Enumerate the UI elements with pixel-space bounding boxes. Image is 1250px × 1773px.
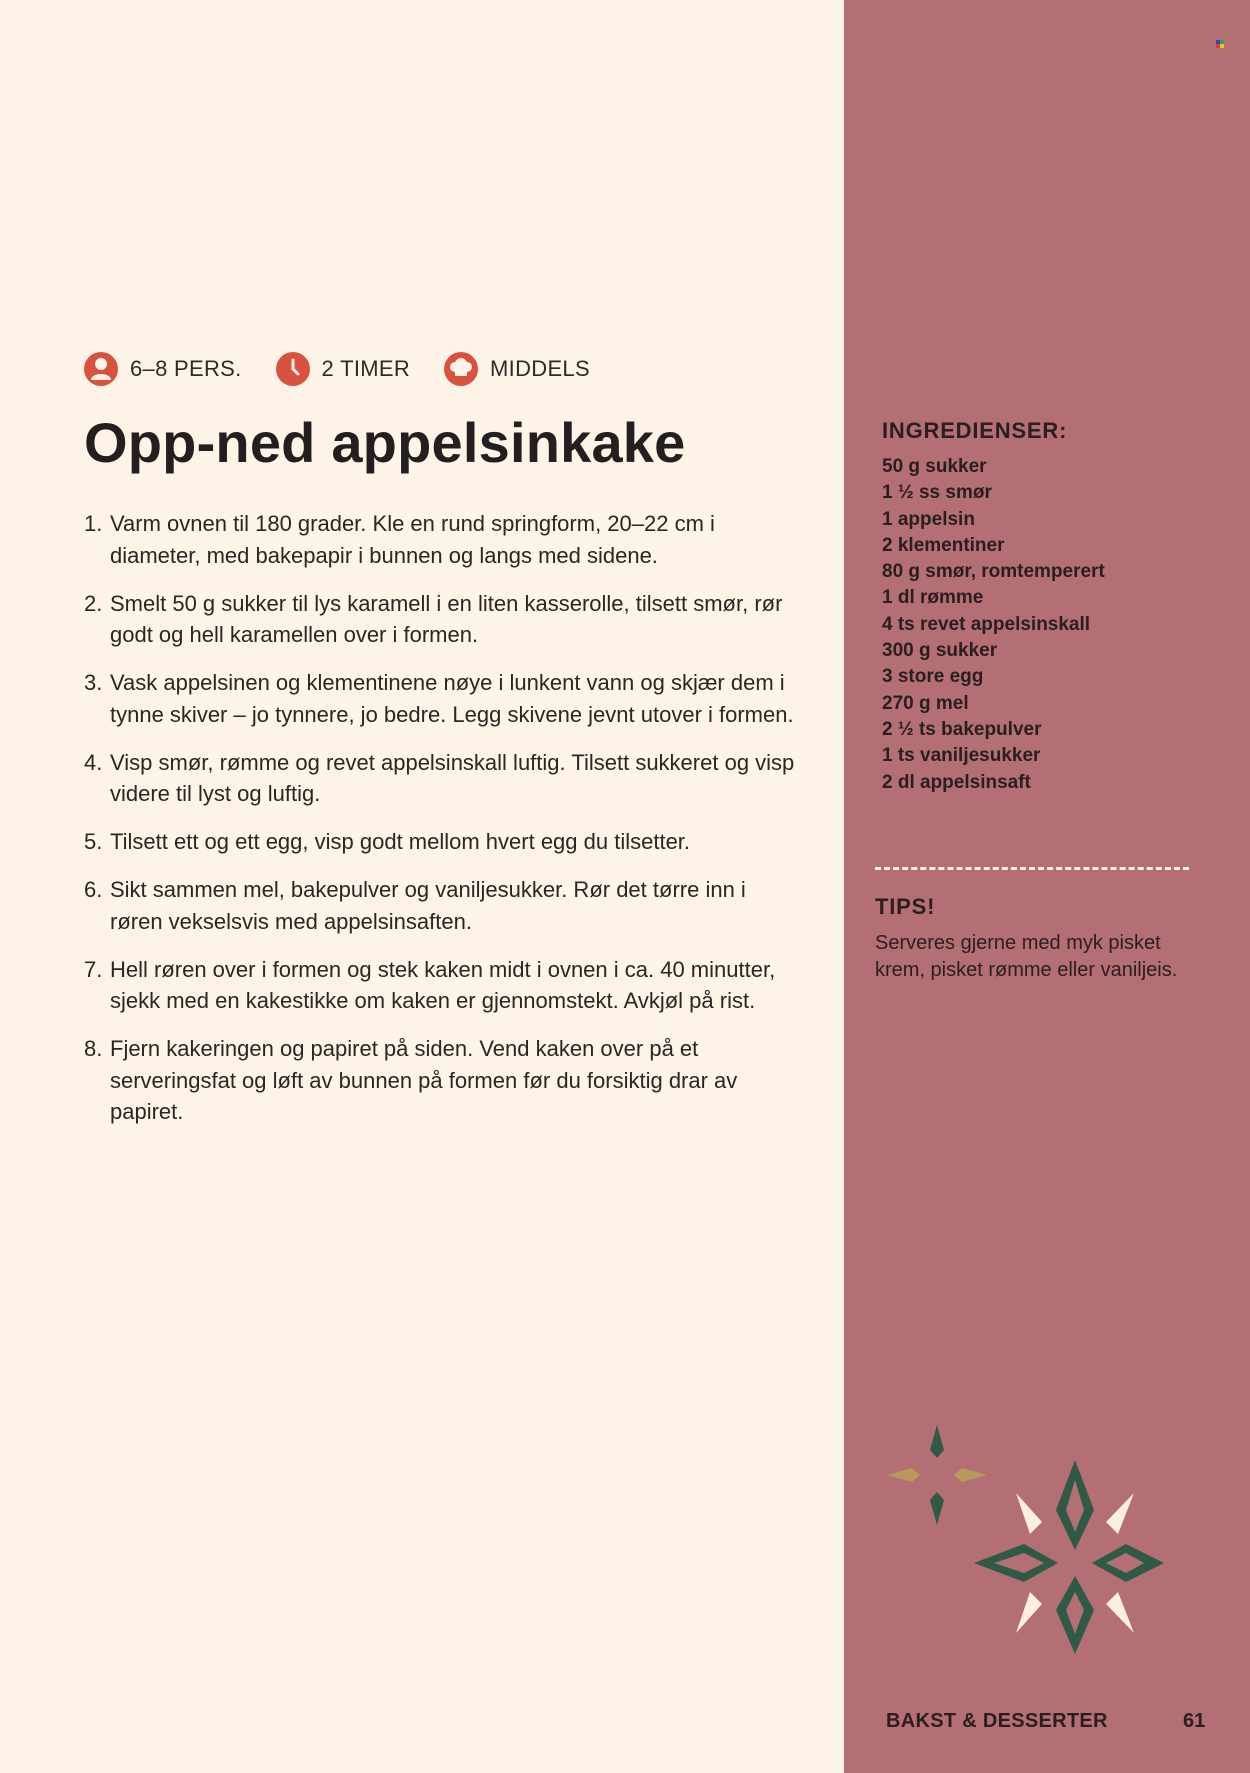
large-star-icon bbox=[974, 1460, 1164, 1654]
step-number: 1. bbox=[84, 511, 103, 536]
step-text: Smelt 50 g sukker til lys karamell i en liten kasserolle, tilsett smør, rør godt og hell karamellen over i formen. bbox=[110, 590, 783, 647]
small-star-icon bbox=[887, 1425, 987, 1525]
dashed-divider bbox=[875, 867, 1189, 870]
ingredient-item: 1 appelsin bbox=[882, 508, 975, 530]
ingredient-item: 4 ts revet appelsinskall bbox=[882, 613, 1091, 635]
star-decoration bbox=[844, 1410, 1250, 1675]
section-name: BAKST & DESSERTER bbox=[886, 1710, 1108, 1732]
servings-label: 6–8 PERS. bbox=[130, 356, 242, 381]
ingredient-item: 1 ts vaniljesukker bbox=[882, 745, 1041, 767]
recipe-title: Opp-ned appelsinkake bbox=[84, 411, 686, 474]
step-number: 8. bbox=[84, 1036, 103, 1061]
instruction-steps bbox=[84, 508, 804, 1144]
ingredient-item: 1 dl rømme bbox=[882, 587, 984, 609]
ingredients-heading: INGREDIENSER: bbox=[882, 418, 1068, 443]
step-text: Vask appelsinen og klementinene nøye i lunkent vann og skjær dem i tynne skiver – jo tynnere, jo bedre. Legg skivene jevnt utover i formen. bbox=[110, 670, 794, 727]
step-text: Fjern kakeringen og papiret på siden. Vend kaken over på et serveringsfat og løft av bunnen på formen før du forsiktig drar av papiret. bbox=[110, 1036, 738, 1124]
print-registration-mark bbox=[1216, 35, 1224, 43]
clock-icon bbox=[276, 352, 310, 386]
step-text: Varm ovnen til 180 grader. Kle en rund springform, 20–22 cm i diameter, med bakepapir i bunnen og langs med sidene. bbox=[110, 511, 715, 568]
servings bbox=[84, 352, 242, 386]
recipe-meta bbox=[84, 352, 624, 386]
instruction-step bbox=[84, 588, 804, 651]
step-text: Tilsett ett og ett egg, visp godt mellom hvert egg du tilsetter. bbox=[110, 829, 691, 854]
ingredient-item: 80 g smør, romtemperert bbox=[882, 561, 1105, 583]
ingredient-item: 50 g sukker bbox=[882, 456, 987, 477]
step-number: 3. bbox=[84, 670, 103, 695]
step-number: 6. bbox=[84, 877, 103, 902]
instruction-step bbox=[84, 826, 804, 858]
instruction-step bbox=[84, 954, 804, 1017]
person-icon bbox=[84, 352, 118, 386]
ingredient-item: 3 store egg bbox=[882, 666, 984, 688]
ingredient-item: 2 ½ ts bakepulver bbox=[882, 718, 1042, 740]
step-number: 7. bbox=[84, 956, 103, 982]
duration bbox=[276, 352, 411, 386]
step-text: Sikt sammen mel, bakepulver og vaniljesukker. Rør det tørre inn i røren vekselsvis med appelsinsaften. bbox=[110, 877, 746, 934]
tips-text: Serveres gjerne med myk pisket krem, pisket rømme eller vaniljeis. bbox=[875, 932, 1178, 981]
instruction-step bbox=[84, 508, 804, 571]
tips-heading: TIPS! bbox=[875, 894, 936, 919]
instruction-step bbox=[84, 747, 804, 810]
ingredient-item: 300 g sukker bbox=[882, 640, 998, 662]
step-number: 4. bbox=[84, 749, 103, 775]
step-number: 2. bbox=[84, 590, 103, 616]
ingredient-item: 2 klementiner bbox=[882, 534, 1005, 556]
chef-hat-icon bbox=[444, 352, 478, 386]
difficulty-label: MIDDELS bbox=[490, 356, 590, 381]
difficulty bbox=[444, 352, 590, 386]
step-number: 5. bbox=[84, 829, 103, 854]
instruction-step bbox=[84, 874, 804, 937]
ingredient-item: 1 ½ ss smør bbox=[882, 482, 992, 504]
ingredient-item: 270 g mel bbox=[882, 692, 969, 714]
duration-label: 2 TIMER bbox=[321, 356, 411, 381]
instruction-step bbox=[84, 1033, 804, 1128]
ingredients-list bbox=[882, 454, 1105, 796]
ingredient-item: 2 dl appelsinsaft bbox=[882, 771, 1031, 793]
step-text: Hell røren over i formen og stek kaken midt i ovnen i ca. 40 minutter, sjekk med en kakestikke om kaken er gjennomstekt. Avkjøl på rist. bbox=[110, 956, 776, 1013]
page-number: 61 bbox=[1183, 1710, 1206, 1732]
instruction-step bbox=[84, 667, 804, 730]
step-text: Visp smør, rømme og revet appelsinskall luftig. Tilsett sukkeret og visp videre til lyst og luftig. bbox=[110, 749, 795, 806]
